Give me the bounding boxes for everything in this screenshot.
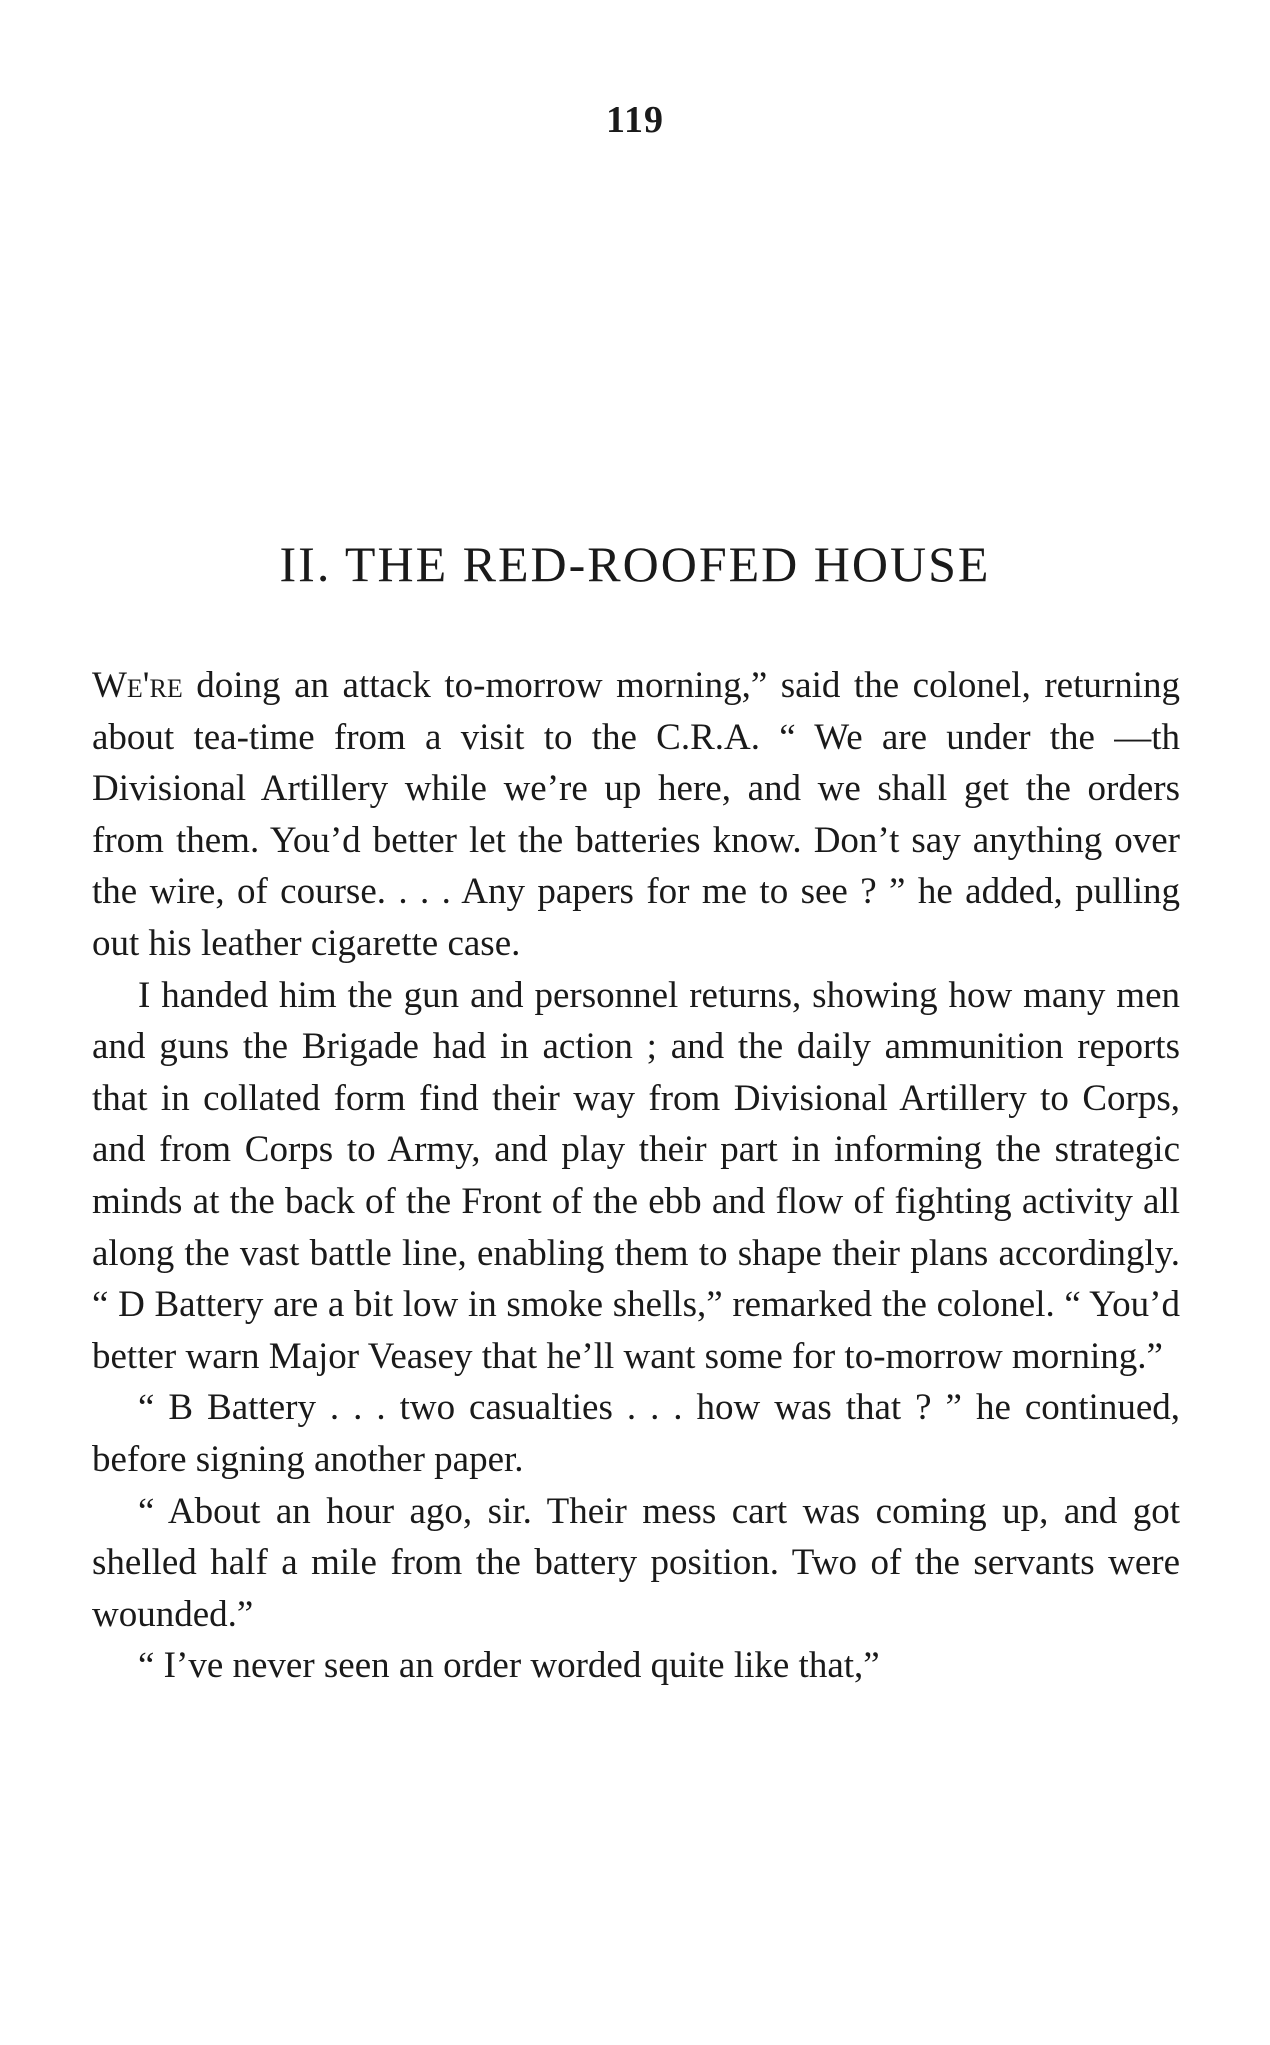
paragraph: “ B Battery . . . two casualties . . . how was that ? ” he continued, before signing another paper. [92,1387,1180,1480]
paragraph: I handed him the gun and personnel returns, showing how many men and guns the Brigade had in action ; and the daily ammunition reports that in collated form find their way from Divisional Artillery to Corps, and from Corps to Army, and play their part in informing the strategic minds at the back of the Front of the ebb and flow of fighting activity all along the vast battle line, enabling them to shape their plans accordingly. “ D Battery are a bit low in smoke shells,” remarked the colonel. “ You’d better warn Major Veasey that he’ll want some for to-morrow morning.” [92,974,1180,1377]
paragraph [92,660,1180,970]
paragraph: “ About an hour ago, sir. Their mess cart was coming up, and got shelled half a mile from the battery position. Two of the servants were wounded.” [92,1490,1180,1635]
body-text [92,660,1180,1692]
page-number: 119 [606,99,664,141]
paragraph-lead-word: We're [92,665,183,706]
paragraph: “ I’ve never seen an order worded quite like that,” [138,1645,880,1687]
chapter-title: II. THE RED-ROOFED HOUSE [279,536,991,592]
paragraph-text: doing an attack to-morrow morning,” said the colonel, returning about tea-time from a visit to the C.R.A. “ We are under the —th Divisional Artillery while we’re up here, and we shall get the orders from them. You’d better let the batteries know. Don’t say anything over the wire, of course. . . . Any papers for me to see ? ” he added, pulling out his leather cigarette case. [92,665,1180,964]
